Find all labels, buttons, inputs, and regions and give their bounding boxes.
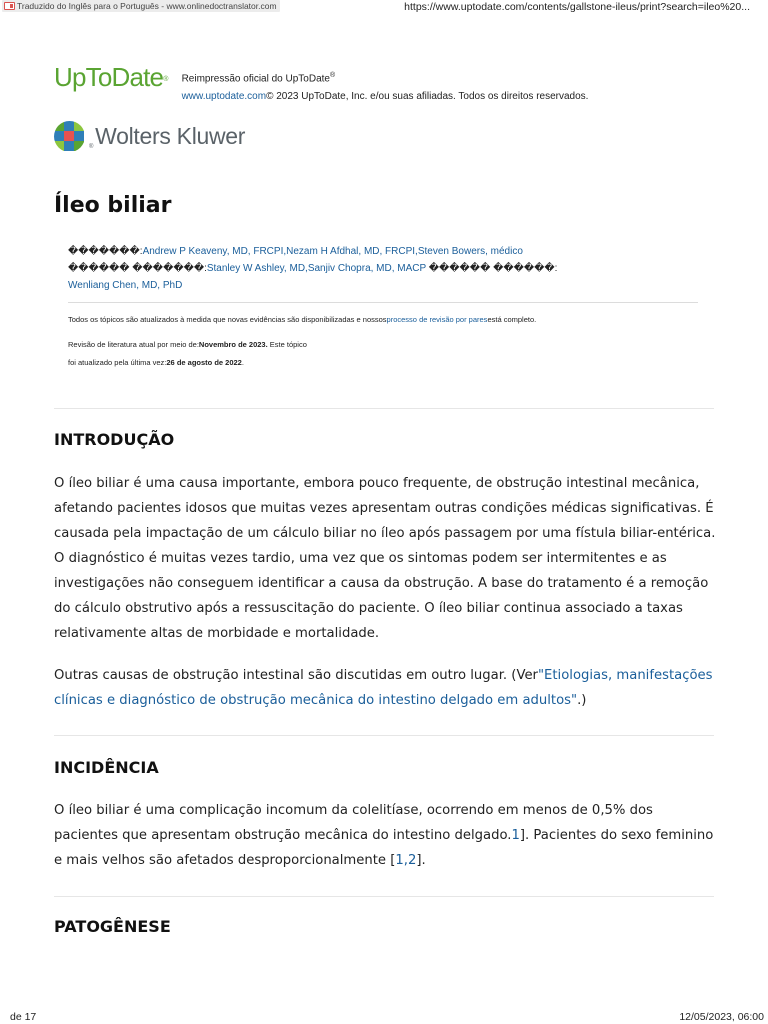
copyright-text: © 2023 UpToDate, Inc. e/ou suas afiliadas. Todos os direitos reservados. [266, 91, 589, 103]
wk-mark: ® [89, 144, 94, 150]
editors-links[interactable]: Stanley W Ashley, MD,Sanjiv Chopra, MD, MACP [206, 263, 427, 274]
intro-p2-suffix: .) [577, 693, 587, 708]
section-heading-patogenese: PATOGÊNESE [54, 917, 171, 936]
updated-prefix: foi atualizado pela última vez: [68, 358, 167, 367]
reference-link-1[interactable]: 1 [511, 828, 520, 843]
intro-p2-prefix: Outras causas de obstrução intestinal são discutidas em outro lugar. (Ver [54, 668, 538, 683]
author-block [68, 243, 698, 294]
authors-line [68, 243, 698, 260]
deputy-link[interactable]: Wenliang Chen, MD, PhD [68, 280, 183, 291]
incidence-paragraph [54, 798, 716, 873]
authors-links[interactable]: Andrew P Keaveny, MD, FRCPI,Nezam H Afdhal, MD, FRCPI,Steven Bowers, médico [142, 246, 523, 257]
uptodate-logo [54, 60, 168, 94]
wolters-kluwer-logo [54, 121, 245, 152]
translator-banner[interactable] [2, 0, 280, 12]
brand-header [54, 60, 588, 106]
reprint-label: Reimpressão oficial do UpToDate [181, 73, 330, 85]
section-divider [54, 896, 714, 897]
site-link[interactable]: www.uptodate.com [181, 91, 267, 103]
related-topic-link[interactable]: "Etiologias, manifestações clínicas e diagnóstico de obstrução mecânica do intestino delgado em adultos" [54, 668, 713, 708]
copyright-line [182, 88, 589, 106]
review-prefix: Revisão de literatura atual por meio de: [68, 340, 199, 349]
section-divider [54, 735, 714, 736]
uptodate-logo-text: UpToDate [54, 62, 164, 92]
page-count: de 17 [10, 1011, 37, 1023]
updated-suffix: . [241, 358, 244, 367]
section-divider [54, 408, 714, 409]
incidence-mid: ]. Pacientes do sexo feminino e mais velhos são afetados desproporcionalmente [ [54, 828, 714, 868]
uptodate-logo-mark: ® [163, 76, 168, 83]
review-suffix: Este tópico [267, 340, 307, 349]
deputy-line [68, 277, 698, 294]
incidence-prefix: O íleo biliar é uma complicação incomum da colelitíase, ocorrendo em menos de 0,5% dos pacientes que apresentam obstrução mecânica do intestino delgado. [54, 803, 653, 843]
wk-wordmark [89, 123, 245, 150]
updated-notice [68, 358, 244, 367]
deputy-label: ������ ������: [426, 263, 558, 274]
translator-banner-text: Traduzido do Inglês para o Português - www.onlinedoctranslator.com [17, 1, 277, 11]
page-title: Íleo biliar [54, 193, 172, 218]
reprint-notice [182, 67, 589, 106]
wk-name: Wolters Kluwer [95, 123, 246, 149]
review-date: Novembro de 2023. [198, 340, 268, 349]
topics-prefix: Todos os tópicos são atualizados à medida que novas evidências são disponibilizadas e nossos [68, 315, 387, 324]
review-notice [68, 340, 307, 349]
wk-globe-icon [54, 121, 85, 152]
translator-icon [4, 2, 15, 10]
updated-date: 26 de agosto de 2022 [166, 358, 242, 367]
section-heading-introducao: INTRODUÇÃO [54, 430, 175, 449]
intro-paragraph-2 [54, 663, 716, 713]
reference-link-1-2[interactable]: 1,2 [395, 853, 417, 868]
authors-label: �������: [68, 246, 143, 257]
reprint-label-line [182, 67, 589, 88]
section-heading-incidencia: INCIDÊNCIA [54, 758, 159, 777]
author-divider [68, 302, 698, 303]
editors-line [68, 260, 698, 277]
print-url: https://www.uptodate.com/contents/gallstone-ileus/print?search=ileo%20... [404, 1, 750, 13]
incidence-suffix: ]. [416, 853, 426, 868]
topics-suffix: está completo. [487, 315, 537, 324]
editors-label: ������ �������: [68, 263, 207, 274]
peer-review-link[interactable]: processo de revisão por pares [386, 315, 488, 324]
print-datetime: 12/05/2023, 06:00 [679, 1011, 764, 1023]
intro-paragraph-1: O íleo biliar é uma causa importante, embora pouco frequente, de obstrução intestinal mecânica, afetando pacientes idosos que muitas vezes apresentam outras condições médicas significativas. É causada pela impactação de um cálculo biliar no íleo após passagem por uma fístula biliar-entérica. O diagnóstico é muitas vezes tardio, uma vez que os sintomas podem ser intermitentes e as investigações não conseguem identificar a causa da obstrução. A base do tratamento é a remoção do cálculo obstrutivo após a ressuscitação do paciente. O íleo biliar continua associado a taxas relativamente altas de morbidade e mortalidade. [54, 476, 716, 641]
topics-notice [68, 315, 536, 324]
reprint-mark: ® [329, 72, 336, 79]
